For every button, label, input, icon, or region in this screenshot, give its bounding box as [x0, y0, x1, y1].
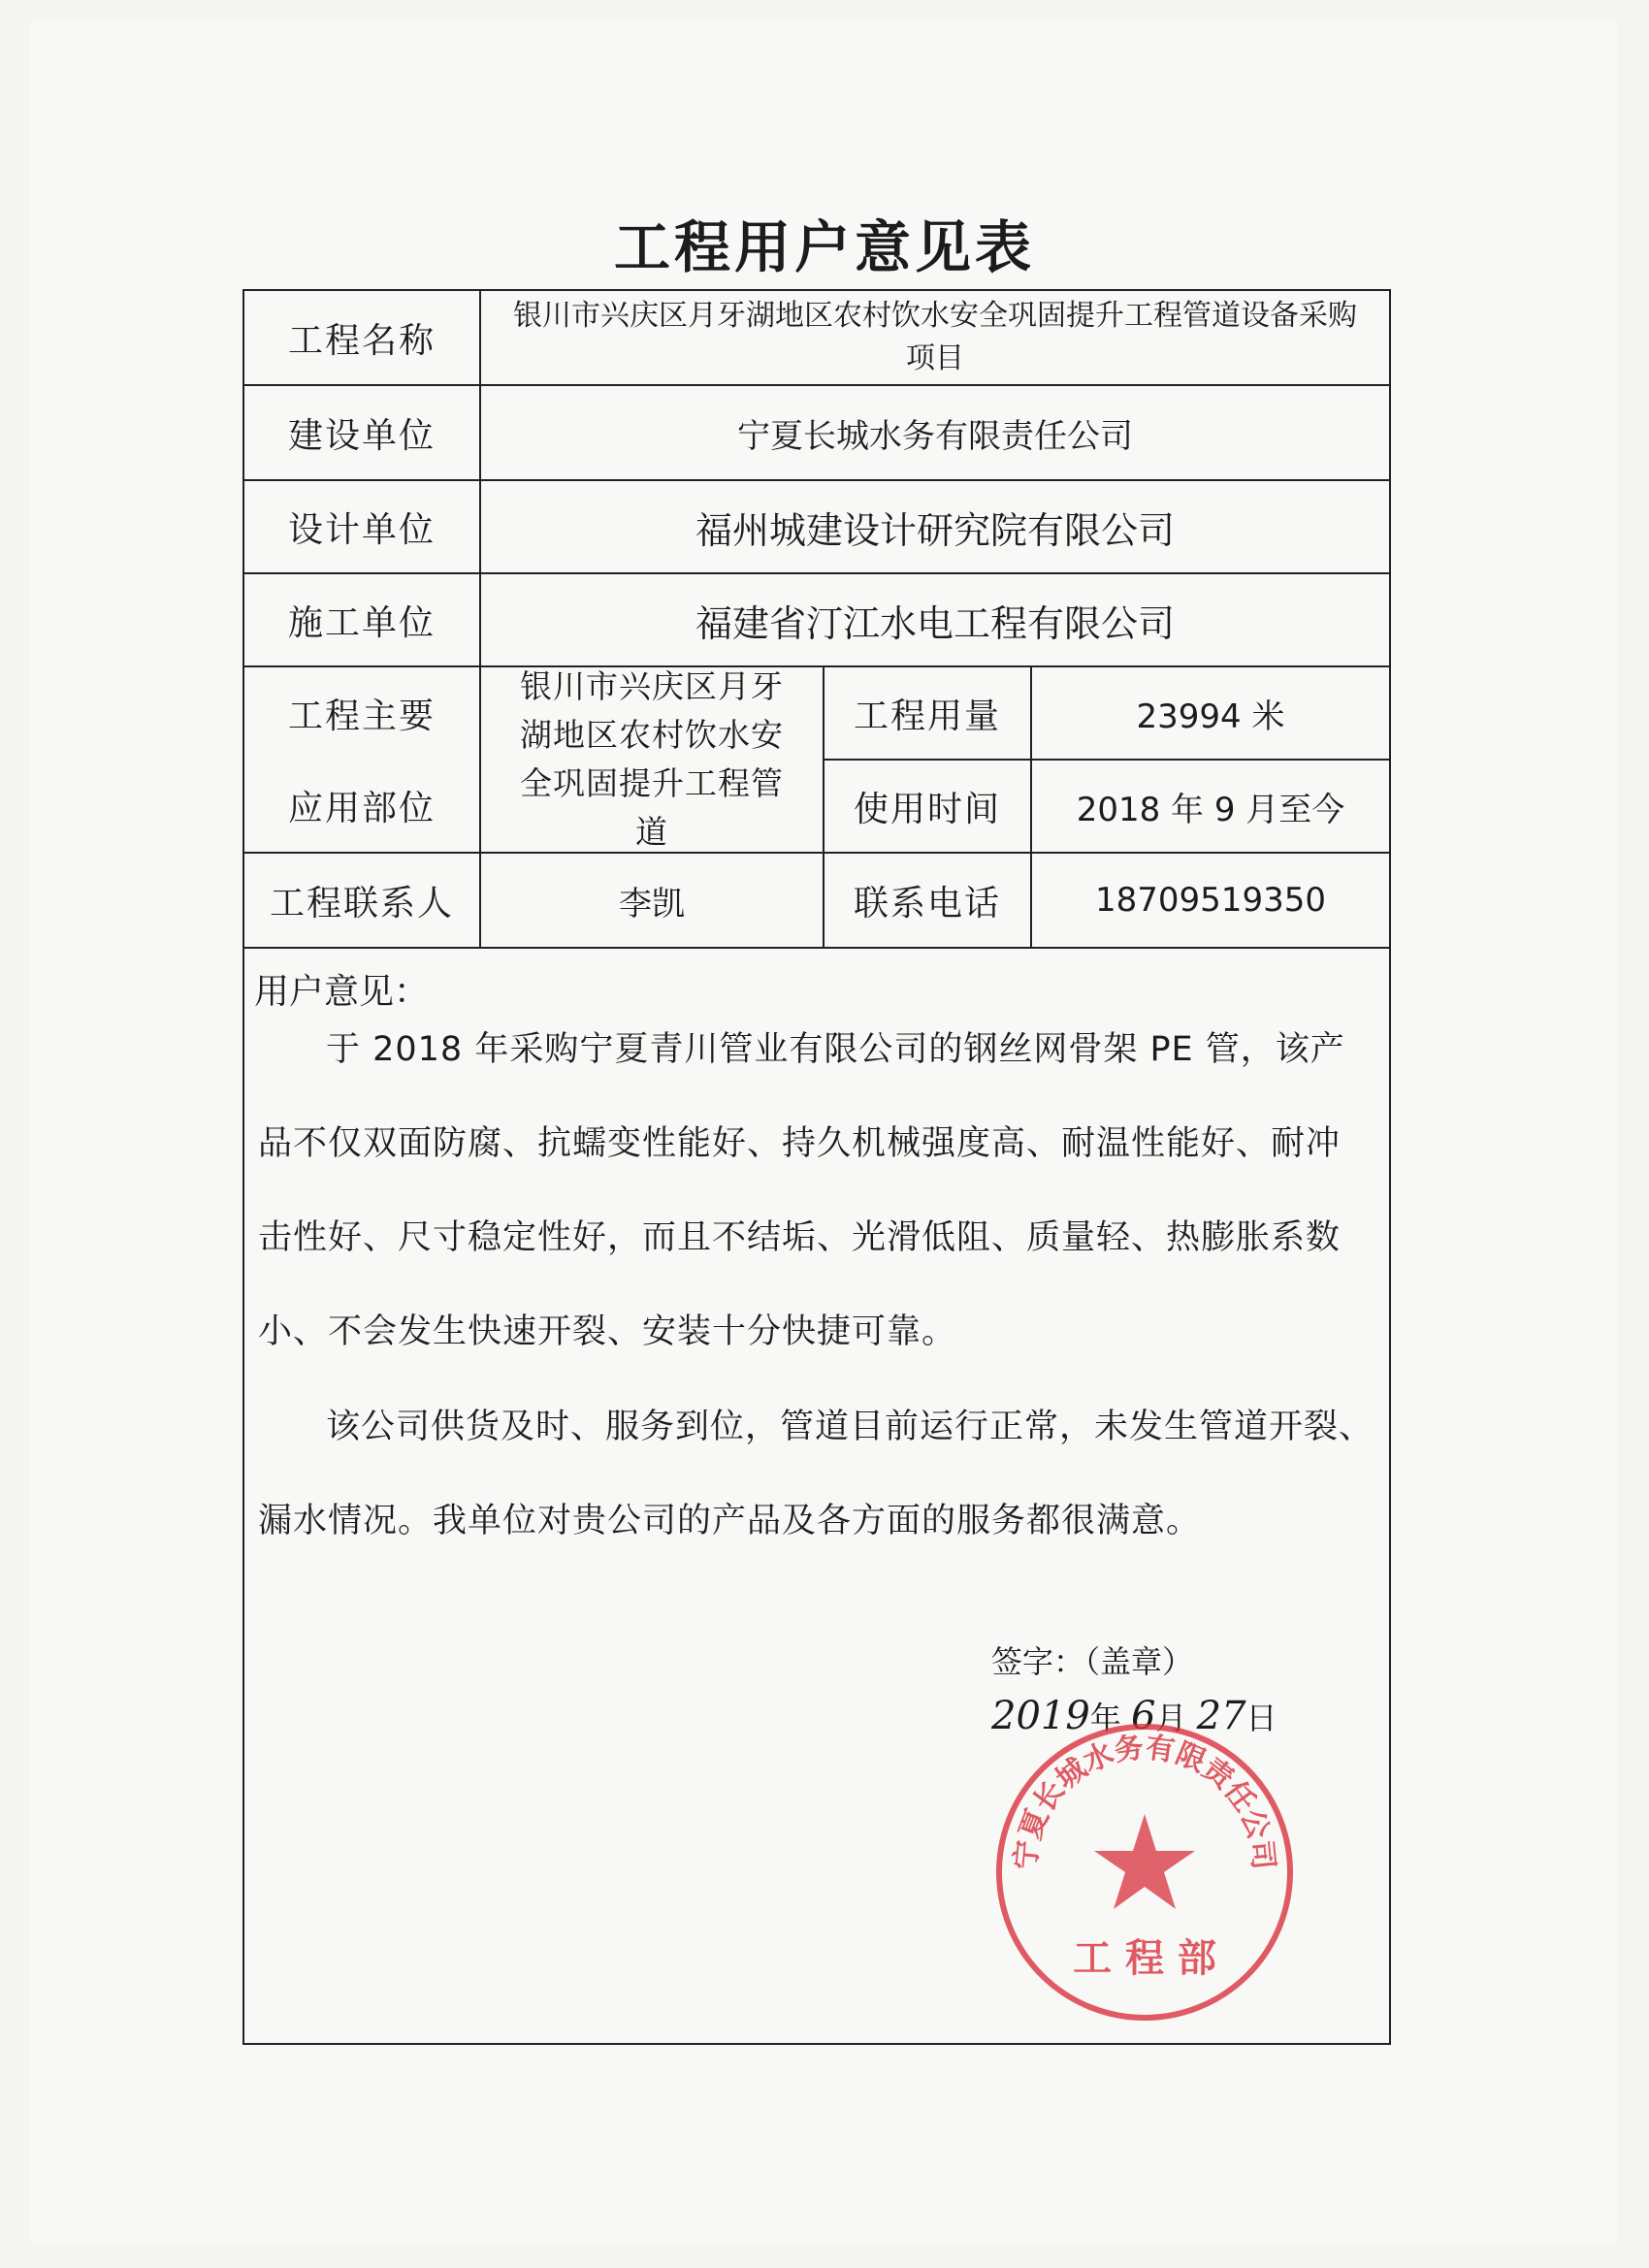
date-month-unit: 月 [1155, 1700, 1187, 1736]
phone-label: 联系电话 [824, 854, 1032, 949]
company-seal-stamp [989, 1717, 1300, 2027]
constructor-value: 福建省汀江水电工程有限公司 [481, 574, 1389, 667]
svg-text:工 程 部: 工 程 部 [1073, 1935, 1216, 1981]
contact-label: 工程联系人 [244, 854, 481, 949]
designer-label: 设计单位 [244, 481, 481, 574]
contact-value: 李凯 [481, 854, 824, 949]
application-label-line1: 工程主要 [287, 697, 436, 736]
builder-value: 宁夏长城水务有限责任公司 [481, 386, 1389, 481]
date-month: 6 [1130, 1694, 1156, 1738]
application-value: 银川市兴庆区月牙湖地区农村饮水安全巩固提升工程管道 [481, 667, 824, 854]
quantity-label: 工程用量 [824, 667, 1032, 761]
opinion-label: 用户意见： [254, 972, 430, 1012]
time-value: 2018 年 9 月至今 [1032, 761, 1389, 854]
application-label-line2: 应用部位 [287, 789, 436, 828]
quantity-value: 23994 米 [1032, 667, 1389, 761]
date-day: 27 [1196, 1694, 1246, 1738]
time-label: 使用时间 [824, 761, 1032, 854]
date-year-unit: 年 [1089, 1700, 1121, 1736]
project-name-value: 银川市兴庆区月牙湖地区农村饮水安全巩固提升工程管道设备采购项目 [481, 291, 1389, 386]
opinion-paragraph-1: 于 2018 年采购宁夏青川管业有限公司的钢丝网骨架 PE 管，该产品不仅双面防腐、抗蠕变性能好、持久机械强度高、耐温性能好、耐冲击性好、尺寸稳定性好，而且不结垢、光滑低阻、质量轻、热膨胀系数小、不会发生快速开裂、安装十分快捷可靠。 [258, 1030, 1345, 1351]
signature-label: 签字：（盖章） [991, 1643, 1194, 1680]
application-label [244, 667, 481, 854]
constructor-label: 施工单位 [244, 574, 481, 667]
phone-value: 18709519350 [1032, 854, 1389, 949]
opinion-paragraph-2: 该公司供货及时、服务到位，管道目前运行正常，未发生管道开裂、漏水情况。我单位对贵公司的产品及各方面的服务都很满意。 [258, 1408, 1374, 1540]
svg-text:宁夏长城水务有限责任公司: 宁夏长城水务有限责任公司 [1009, 1731, 1280, 1871]
builder-label: 建设单位 [244, 386, 481, 481]
designer-value: 福州城建设计研究院有限公司 [481, 481, 1389, 574]
date-year: 2019 [991, 1694, 1090, 1738]
page-title: 工程用户意见表 [613, 214, 1035, 280]
date-day-unit: 日 [1245, 1700, 1277, 1736]
project-name-label: 工程名称 [244, 291, 481, 386]
